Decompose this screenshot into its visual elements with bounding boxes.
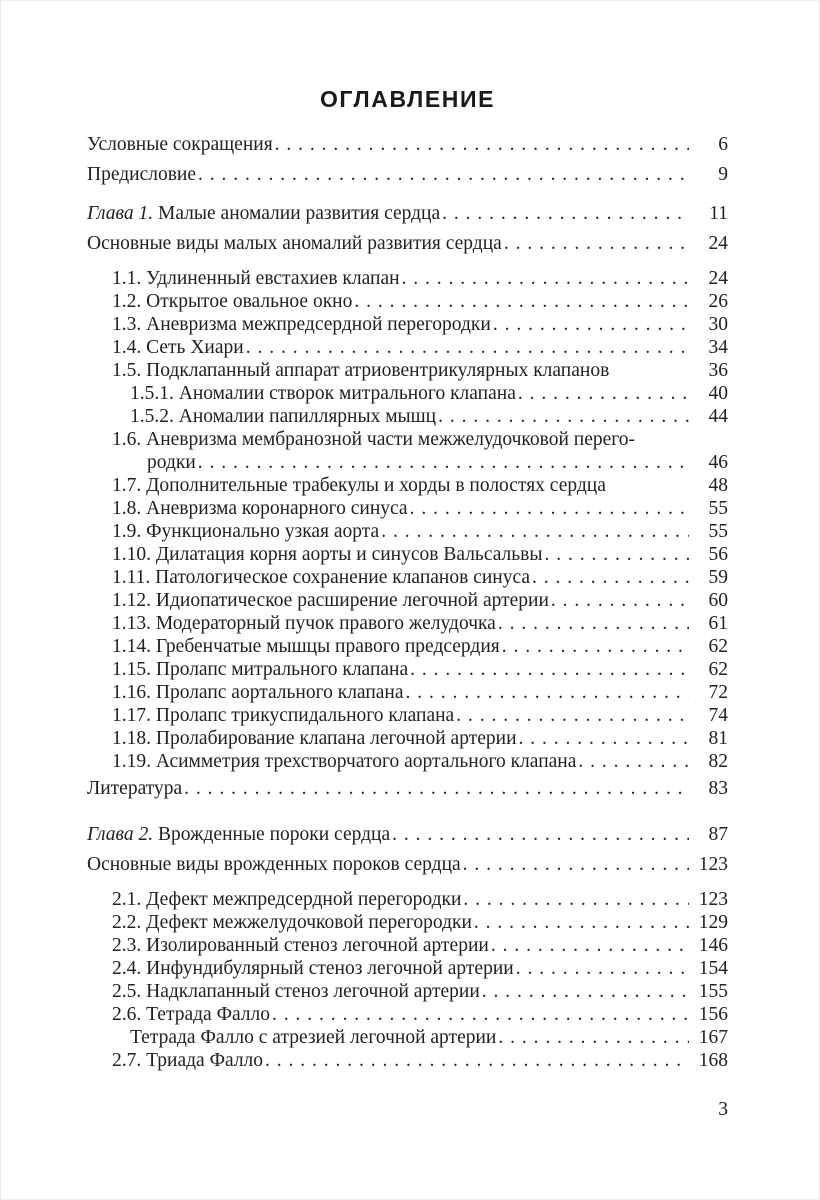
dot-leader [578, 750, 689, 773]
toc-entry-text: 2.7. Триада Фалло [112, 1050, 264, 1071]
toc-entry-text: Малые аномалии развития сердца [153, 203, 441, 224]
dot-leader [544, 543, 689, 566]
dot-leader [272, 1003, 689, 1026]
toc-entry-text: 1.5.2. Аномалии папиллярных мышц [130, 406, 437, 427]
toc-entry-text: Литература [87, 777, 183, 799]
toc-entry-page: 48 [708, 475, 728, 496]
dot-leader [532, 566, 689, 589]
toc-entry [87, 359, 728, 382]
toc-list [87, 129, 728, 1072]
toc-entry-page: 62 [708, 636, 728, 657]
dot-leader [491, 934, 689, 957]
toc-entry-page: 11 [709, 203, 728, 224]
toc-entry-page: 24 [708, 233, 728, 254]
toc-entry [87, 202, 728, 225]
toc-entry-page: 167 [698, 1027, 728, 1048]
toc-entry-page: 55 [708, 498, 728, 519]
toc-entry-text: 1.13. Модераторный пучок правого желудочка [112, 613, 496, 634]
toc-entry [87, 750, 728, 773]
toc-entry-text: 2.4. Инфундибулярный стеноз легочной артерии [112, 958, 514, 979]
toc-entry-page: 62 [708, 659, 728, 680]
toc-entry [87, 520, 728, 543]
toc-entry-page: 60 [708, 590, 728, 611]
toc-entry [87, 1026, 728, 1049]
toc-entry [87, 823, 728, 846]
toc-entry [87, 777, 728, 800]
toc-entry [87, 658, 728, 681]
toc-entry [87, 543, 728, 566]
toc-entry [87, 474, 728, 497]
dot-leader [184, 777, 689, 800]
toc-entry-prefix: Глава 1. [87, 203, 154, 224]
toc-entry-page: 168 [698, 1050, 728, 1071]
toc-entry-page: 56 [708, 544, 728, 565]
toc-entry [87, 888, 728, 911]
toc-entry [87, 232, 728, 255]
toc-entry-text: 1.8. Аневризма коронарного синуса [112, 498, 408, 519]
toc-entry-text: 2.1. Дефект межпредсердной перегородки [112, 889, 462, 910]
toc-entry-text: 1.19. Асимметрия трехстворчатого аортального клапана [112, 751, 577, 772]
dot-leader [482, 980, 689, 1003]
toc-entry-page: 87 [708, 824, 728, 845]
dot-leader [410, 497, 689, 520]
page-number: 3 [718, 1099, 728, 1120]
dot-leader [516, 957, 689, 980]
toc-entry-page: 9 [718, 163, 728, 185]
toc-entry-text: 2.6. Тетрада Фалло [112, 1004, 271, 1025]
dot-leader [442, 202, 689, 225]
toc-entry [87, 451, 728, 474]
toc-entry-text: 1.18. Пролабирование клапана легочной артерии [112, 728, 517, 749]
toc-entry-text: Условные сокращения [87, 133, 273, 155]
toc-entry-text: Предисловие [87, 163, 197, 185]
toc-entry [87, 612, 728, 635]
toc-entry-text: 1.4. Сеть Хиари [112, 337, 244, 358]
toc-entry-text: 2.5. Надклапанный стеноз легочной артерии [112, 981, 480, 1002]
toc-entry-page: 46 [708, 452, 728, 473]
dot-leader [504, 232, 689, 255]
toc-entry [87, 980, 728, 1003]
toc-entry-page: 129 [698, 912, 728, 933]
toc-entry-text: 1.14. Гребенчатые мышцы правого предсердия [112, 636, 500, 657]
toc-entry-page: 36 [708, 360, 728, 381]
dot-leader [518, 382, 689, 405]
toc-entry-text: Тетрада Фалло с атрезией легочной артерии [130, 1027, 497, 1048]
toc-entry-page: 154 [698, 958, 728, 979]
toc-entry-page: 81 [708, 728, 728, 749]
toc-entry [87, 428, 728, 451]
toc-entry [87, 382, 728, 405]
toc-entry-text: 1.3. Аневризма межпредсердной перегородки [112, 314, 491, 335]
dot-leader [392, 823, 689, 846]
dot-leader [456, 704, 689, 727]
toc-entry-page: 26 [708, 291, 728, 312]
toc-entry-text: 1.7. Дополнительные трабекулы и хорды в полостях сердца [112, 475, 606, 496]
dot-leader [354, 290, 689, 313]
toc-entry-text: 1.1. Удлиненный евстахиев клапан [112, 268, 400, 289]
toc-entry-text: Основные виды малых аномалий развития сердца [87, 233, 502, 254]
dot-leader [463, 853, 689, 876]
dot-leader [519, 727, 689, 750]
toc-entry [87, 267, 728, 290]
dot-leader [463, 888, 689, 911]
dot-leader [498, 1026, 689, 1049]
toc-entry-text: 1.5.1. Аномалии створок митрального клапана [130, 383, 516, 404]
toc-entry-page: 24 [708, 268, 728, 289]
dot-leader [381, 520, 689, 543]
toc-entry-text: 1.2. Открытое овальное окно [112, 291, 353, 312]
toc-entry [87, 727, 728, 750]
dot-leader [474, 911, 689, 934]
toc-entry [87, 957, 728, 980]
page-title: ОГЛАВЛЕНИЕ [319, 86, 496, 112]
dot-leader [275, 133, 689, 156]
toc-entry [87, 704, 728, 727]
toc-entry-page: 123 [698, 889, 728, 910]
toc-entry [87, 313, 728, 336]
toc-entry [87, 681, 728, 704]
toc-entry-text: Врожденные пороки сердца [153, 824, 391, 845]
toc-entry [87, 405, 728, 428]
toc-entry-text: 1.12. Идиопатическое расширение легочной артерии [112, 590, 549, 611]
toc-entry [87, 163, 728, 186]
toc-entry-text: 1.16. Пролапс аортального клапана [112, 682, 404, 703]
toc-entry-page: 55 [708, 521, 728, 542]
toc-entry-page: 83 [708, 777, 728, 799]
toc-entry-page: 82 [708, 751, 728, 772]
toc-entry [87, 1049, 728, 1072]
dot-leader [502, 635, 689, 658]
dot-leader [438, 405, 689, 428]
toc-entry-text: 1.6. Аневризма мембранозной части межжелудочковой перего- [112, 429, 636, 450]
toc-entry-text: 1.17. Пролапс трикуспидального клапана [112, 705, 455, 726]
toc-entry-text: 1.5. Подклапанный аппарат атриовентрикулярных клапанов [112, 360, 610, 381]
toc-entry [87, 1003, 728, 1026]
toc-entry [87, 911, 728, 934]
toc-entry-page: 123 [698, 854, 728, 875]
toc-entry-text: 1.10. Дилатация корня аорты и синусов Вальсальвы [112, 544, 543, 565]
toc-entry-text: 2.3. Изолированный стеноз легочной артерии [112, 935, 489, 956]
toc-entry-page: 146 [698, 935, 728, 956]
toc-entry [87, 336, 728, 359]
toc-entry-text: Основные виды врожденных пороков сердца [87, 854, 461, 875]
toc-entry-page: 30 [708, 314, 728, 335]
toc-entry-text: 1.9. Функционально узкая аорта [112, 521, 380, 542]
toc-entry [87, 497, 728, 520]
toc-entry [87, 133, 728, 156]
dot-leader [551, 589, 689, 612]
toc-entry-prefix: Глава 2. [87, 824, 154, 845]
dot-leader [198, 163, 689, 186]
toc-entry-page: 40 [708, 383, 728, 404]
toc-entry-text: 1.15. Пролапс митрального клапана [112, 659, 409, 680]
toc-entry [87, 934, 728, 957]
dot-leader [246, 336, 689, 359]
toc-entry [87, 566, 728, 589]
toc-entry [87, 589, 728, 612]
toc-entry-page: 61 [708, 613, 728, 634]
toc-entry-page: 74 [708, 705, 728, 726]
dot-leader [498, 612, 689, 635]
toc-entry-page: 6 [718, 133, 728, 155]
toc-entry-text: родки [147, 452, 196, 473]
dot-leader [402, 267, 689, 290]
dot-leader [410, 658, 689, 681]
toc-entry-page: 34 [708, 337, 728, 358]
toc-entry [87, 853, 728, 876]
dot-leader [406, 681, 689, 704]
toc-entry-text: 2.2. Дефект межжелудочковой перегородки [112, 912, 472, 933]
toc-entry-page: 44 [708, 406, 728, 427]
toc-entry-page: 155 [698, 981, 728, 1002]
toc-entry-page: 72 [708, 682, 728, 703]
toc-entry-page: 156 [698, 1004, 728, 1025]
toc-entry [87, 290, 728, 313]
dot-leader [265, 1049, 689, 1072]
toc-entry [87, 635, 728, 658]
toc-entry-page: 59 [708, 567, 728, 588]
dot-leader [198, 451, 689, 474]
dot-leader [493, 313, 689, 336]
toc-entry-text: 1.11. Патологическое сохранение клапанов синуса [112, 567, 531, 588]
